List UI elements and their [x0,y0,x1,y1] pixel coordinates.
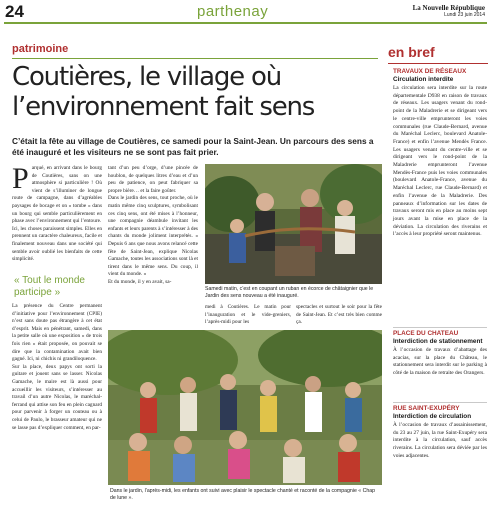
photo-garden-show [108,330,382,485]
pull-quote: « Tout le monde participe » [14,275,85,298]
brief-category: PLACE DU CHATEAU [393,330,459,337]
brief-text: À l’occasion de travaux d’abattage des acacias, sur la place du Château, le stationnement sera interdit sur le parking à côté de la maison de retraite des Orangers. [393,347,487,377]
sidebar-heading: en bref [388,44,435,60]
photo-garden-show-image [108,330,382,485]
brief-item [393,405,487,461]
brief-category: RUE SAINT-EXUPÉRY [393,405,460,412]
photo-ribbon-cutting [205,164,382,284]
brief-separator [393,327,487,328]
article-column-1-top [12,162,102,264]
article-kicker: patrimoine [12,43,69,55]
paragraph: Sur la place, deux papys ont sorti la guitare et jouent sans se lasser. Nicolas Gamache, le maire est là aussi pour accueillir les visiteurs, s’intéresser au travail d’un autre Nicolas, le maréchal-ferrand qui attise son feu en plein cagnard pour parvenir à forger un couteau ou à celui de Paulo, le brasseur amateur qui ne se lasse pas d’expliquer comment, en par- [12,363,102,431]
article-column-1-bottom [12,303,102,432]
brief-title: Interdiction de circulation [393,413,472,420]
header-rule [4,22,487,24]
newspaper-name: La Nouvelle République [412,4,485,12]
brief-item [393,330,487,378]
section-title: parthenay [197,3,269,20]
kicker-rule [12,58,378,59]
photo-caption-1: Samedi matin, c’est en coupant un ruban en écorce de châtaignier que le Jardin des sens nouveau a été inauguré. [205,286,374,299]
sidebar-rule [388,63,488,64]
drop-cap: P [12,162,29,195]
paragraph: spectacles et surtout le soir pour la fête de Saint-Jean. Et c’est très bien comme ça. [296,304,382,326]
brief-text: La circulation sera interdite sur la route départementale D938 en raison de travaux de réseaux. Les usagers venant du rond-point de la Maladrerie et se dirigeant vers le centre-ville emprunteront les voies communales (rue Claude-Bernard, avenue du Maréchal Leclerc, boulevard Anatole-France) et enfin l’avenue Mendès France. Les usagers venant du centre-ville et se dirigeant vers le rond-point de la Maladrerie emprunteront l’avenue Mendès-France puis les voies communales (boulevard Anatole-France, avenue du Maréchal Leclerc, rue Claude-Bernard) et enfin l’avenue de la Maladrerie. Des panneaux d’information sur les dates de travaux seront mis en place au moins sept jours avant la mise en place de la déviation. La circulation des riverains et l’accès à leur propriété seront maintenus. [393,85,487,238]
article-standfirst: C’était la fête au village de Coutières, ce samedi pour la Saint-Jean. Un parcours des sens a été inauguré et les visiteurs ne se sont pas fait prier. [12,136,374,157]
paragraph: medi à Coutières. Le matin pour l’inauguration et le vide-greniers, l’après-midi pour les [205,304,291,326]
brief-title: Interdiction de stationnement [393,338,483,345]
article-column-2 [108,165,198,287]
brief-separator [393,402,487,403]
page-number: 24 [5,2,24,21]
photo-caption-2: Dans le jardin, l’après-midi, les enfants ont suivi avec plaisir le spectacle chanté et raconté de la compagnie « Chap de lune ». [110,488,375,501]
photo-ribbon-cutting-image [205,164,382,284]
article-column-3a [205,304,291,327]
brief-item [393,68,487,239]
paragraph: tant d’un peu d’orge, d’une pincée de houblon, de quelques litres d’eau et d’un peu de patience, on peut fabriquer sa propre bière… et la faire goûter. [108,165,198,194]
paragraph: Ici, les choses paraissent simples. Elles en prennent un caractère chaleureux, facile et finalement nouveau dans une société qui semble avoir oublié les bienfaits de cette simplicité. [12,225,102,263]
article-headline: Coutières, le village où l’environnement fait sens [12,62,315,122]
paragraph: Dans le jardin des sens, tout proche, où le matin même cinq sculptures, symbolisant ces cinq sens, ont été mises à l’honneur, une compagnie déambule invitant les enfants et leurs parents à s’intéresser à des chants du monde joliment interprétés. « Depuis 6 ans que nous avons relancé cette fête de Saint-Jean, explique Nicolas Gamache, toutes les associations sont là et tirent dans le même sens. Du coup, il vient du monde. » [108,195,198,278]
article-column-3b [296,304,382,327]
paragraph: Et du monde, il y en avait, sa- [108,278,172,285]
paragraph: La présence du Centre permanent d’initiative pour l’environnement (CPIE) n’est sans doute pas étrangère à cet état d’esprit. Mais en pénétrant, samedi, dans la petite salle où une exposition « de trois fois rien » était proposée, on pouvait se dire que la contamination avait bien gagné. Ici, ni chichis ni grandiloquence. [12,303,102,363]
brief-text: À l’occasion de travaux d’assainissement, du 23 au 27 juin, la rue Saint-Exupéry sera interdite à la circulation, sauf accès riverains. La circulation sera déviée par les voies adjacentes. [393,422,487,459]
issue-date: Lundi 23 juin 2014 [444,12,485,18]
paragraph: arqué, en arrivant dans le bourg de Coutières, sans on une atmosphère si particulière ! Où vient de s’illuminer de longue route de campagne, dans d’agréables paysages de bocage et on « tombe » dans un bourg qui semble particulièrement en phase avec l’environnement qui l’entoure. [12,165,102,225]
brief-category: TRAVAUX DE RÉSEAUX [393,68,467,75]
masthead [413,4,485,18]
brief-title: Circulation interdite [393,76,454,83]
